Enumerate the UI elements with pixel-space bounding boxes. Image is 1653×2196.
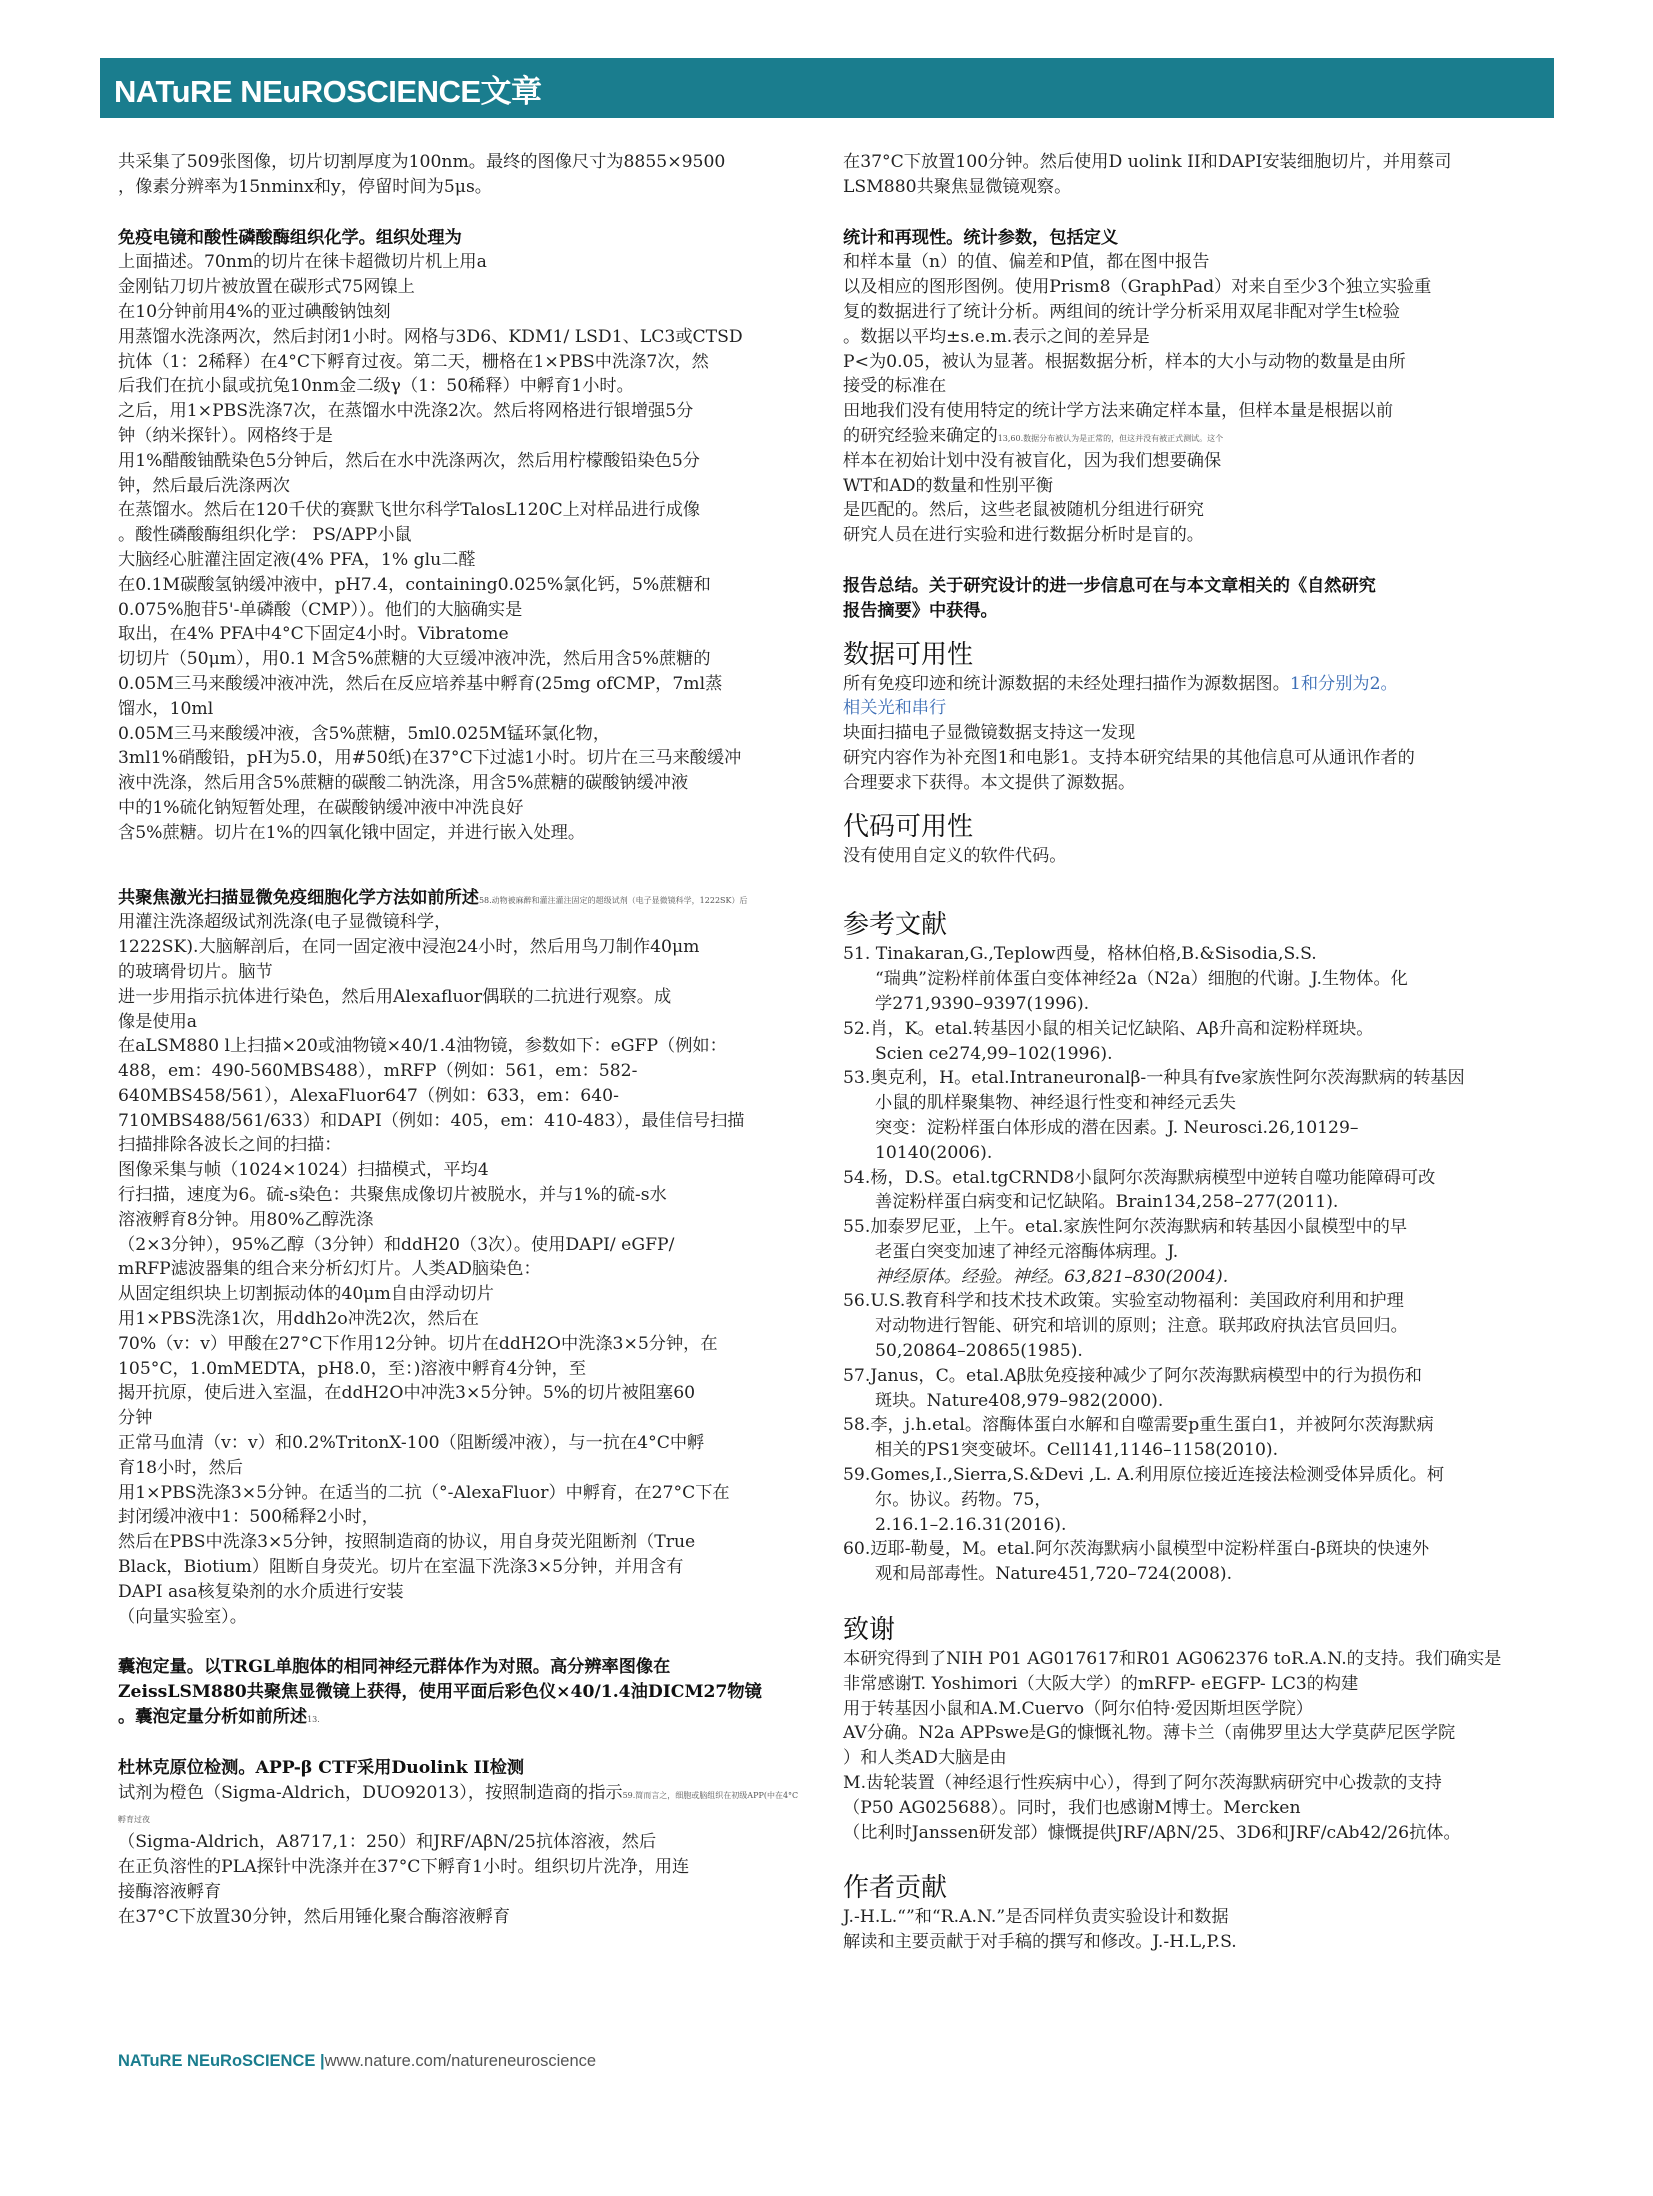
text-line: [118, 1133, 806, 1158]
text-line: [118, 498, 806, 523]
text-line-content: 从固定组织块上切割振动体的40μm自由浮动切片: [118, 1284, 494, 1305]
text-line-content: 液中洗涤，然后用含5%蔗糖的碳酸二钠洗涤，用含5%蔗糖的碳酸钠缓冲液: [118, 773, 689, 794]
text-line-content: LSM880共聚焦显微镜观察。: [843, 176, 1072, 197]
reference-continuation: 相关的PS1突变破坏。Cell141,1146–1158(2010).: [875, 1440, 1279, 1461]
reference-continuation: 10140(2006).: [875, 1142, 993, 1163]
text-line: 。囊泡定量分析如前所述: [118, 1707, 308, 1728]
text-line: [118, 1282, 806, 1307]
text-line-content: 大脑经心脏灌注固定液(4% PFA，1% glu二醛: [118, 549, 476, 570]
text-line-content: 块面扫描电子显微镜数据支持这一发现: [843, 723, 1136, 744]
text-line-content: 田地我们没有使用特定的统计学方法来确定样本量，但样本量是根据以前: [843, 401, 1394, 422]
text-line-content: 以及相应的图形图例。使用Prism8（GraphPad）对来自至少3个独立实验重: [843, 277, 1432, 298]
reference-journal-italic: 神经原体。经验。神经。63,821–830(2004).: [875, 1266, 1229, 1287]
text-line-content: 0.075%胞苷5'-单磷酸（CMP））。他们的大脑确实是: [118, 599, 523, 620]
text-line: [118, 722, 806, 747]
text-line: [843, 1771, 1535, 1796]
text-line-content: 合理要求下获得。本文提供了源数据。: [843, 772, 1136, 793]
text-line-content: 用于转基因小鼠和A.M.Cuervo（阿尔伯特·爱因斯坦医学院）: [843, 1698, 1314, 1719]
text-line: [843, 523, 1535, 548]
text-line-content: 710MBS488/561/633）和DAPI（例如：405，em：410-483），最佳信号扫描: [118, 1110, 745, 1131]
text-line-content: Black，Biotium）阻断自身荧光。切片在室温下洗涤3×5分钟，并用含有: [118, 1557, 684, 1578]
text-line: [843, 325, 1535, 350]
reporting-summary: [843, 574, 1535, 624]
section-heading: 数据可用性: [843, 639, 974, 670]
reference-first-line: 55.加泰罗尼亚，上午。etal.家族性阿尔茨海默病和转基因小鼠模型中的早: [843, 1217, 1408, 1238]
text-line: [843, 449, 1535, 474]
section-heading: 杜林克原位检测。APP-β CTF采用Duolink II检测: [118, 1757, 525, 1778]
text-line: [843, 150, 1535, 175]
text-line: [843, 1746, 1535, 1771]
text-line-content: 正常马血清（v：v）和0.2%TritonX-100（阻断缓冲液），与一抗在4°C中孵: [118, 1433, 705, 1454]
reference-item: [843, 1215, 1535, 1289]
text-line-content: J.-H.L.“”和“R.A.N.”是否同样负责实验设计和数据: [843, 1907, 1229, 1928]
inline-small-text: 13,60.数据分布被认为是正常的，但这并没有被正式测试。这个: [997, 433, 1224, 443]
text-line: [118, 771, 806, 796]
text-line: [843, 1930, 1535, 1955]
text-line-content: 0.05M三马来酸缓冲液冲洗，然后在反应培养基中孵育(25mg ofCMP，7ml蒸: [118, 673, 723, 694]
reference-continuation: 斑块。Nature408,979–982(2000).: [875, 1390, 1164, 1411]
reference-item: [843, 1463, 1535, 1537]
text-line: [843, 250, 1535, 275]
text-line: [118, 1109, 806, 1134]
text-line: [118, 598, 806, 623]
reference-first-line: 59.Gomes,I.,Sierra,S.&Devi ,L. A.利用原位接近连接法检测受体异质化。柯: [843, 1465, 1445, 1486]
code-availability-section: [843, 810, 1535, 869]
text-line: [843, 474, 1535, 499]
text-line: [843, 1721, 1535, 1746]
text-line-content: 在37°C下放置100分钟。然后使用D uolink II和DAPI安装细胞切片，并用蔡司: [843, 152, 1452, 172]
text-line-content: 解读和主要贡献于对手稿的撰写和修改。J.-H.L,P.S.: [843, 1932, 1237, 1953]
text-line: [118, 548, 806, 573]
text-line-content: 图像采集与帧（1024×1024）扫描模式，平均4: [118, 1160, 489, 1181]
text-line-content: 像是使用a: [118, 1011, 197, 1032]
text-line-content: 然后在PBS中洗涤3×5分钟，按照制造商的协议，用自身荧光阻断剂（True: [118, 1532, 696, 1553]
text-line: [118, 1084, 806, 1109]
reference-continuation: 对动物进行智能、研究和培训的原则；注意。联邦政府执法官员回归。: [875, 1316, 1408, 1337]
text-line: [118, 1431, 806, 1456]
text-line: [118, 300, 806, 325]
intro-paragraph: [118, 150, 806, 200]
text-line: [843, 721, 1535, 746]
reference-item: [843, 1537, 1535, 1587]
text-line: [118, 1580, 806, 1605]
reference-continuation: 观和局部毒性。Nature451,720–724(2008).: [875, 1564, 1233, 1585]
text-line-content: 含5%蔗糖。切片在1%的四氧化锇中固定，并进行嵌入处理。: [118, 822, 586, 843]
text-line: 试剂为橙色（Sigma-Aldrich，DUO92013），按照制造商的指示: [118, 1782, 623, 1803]
text-line-content: 在正负溶性的PLA探针中洗涤并在37°C下孵育1小时。组织切片洗净，用连: [118, 1857, 690, 1877]
text-line-content: 3ml1%硝酸铅，pH为5.0，用#50纸)在37°C下过滤1小时。切片在三马来酸缓冲: [118, 748, 742, 769]
text-line: [118, 1034, 806, 1059]
reference-item: [843, 1289, 1535, 1363]
text-line-content: 。数据以平均±s.e.m.表示之间的差异是: [843, 326, 1150, 347]
text-line: [118, 1233, 806, 1258]
text-line-content: 在aLSM880 l上扫描×20或油物镜×40/1.4油物镜，参数如下：eGFP（例如：: [118, 1036, 727, 1057]
text-line: [843, 1796, 1535, 1821]
data-availability-section: [843, 638, 1535, 796]
text-line: [118, 1332, 806, 1357]
text-line-content: AV分确。N2a APPswe是G的慷慨礼物。薄卡兰（南佛罗里达大学莫萨尼医学院: [843, 1723, 1456, 1744]
text-line-content: P<为0.05，被认为显著。根据数据分析，样本的大小与动物的数量是由所: [843, 351, 1406, 372]
text-line: [118, 1505, 806, 1530]
text-line-content: mRFP滤波器集的组合来分析幻灯片。人类AD脑染色：: [118, 1259, 541, 1280]
inline-small-text: 58.动物被麻醉和灌注灌注固定的超级试剂（电子显微镜科学，1222SK）后: [478, 895, 748, 905]
inline-small-text: 59.简而言之，细胞或脑组织在初级APP(中在4°C孵育过夜: [118, 1790, 799, 1825]
footer-url[interactable]: www.nature.com/natureneuroscience: [324, 2052, 597, 2070]
text-line-content: ）和人类AD大脑是由: [843, 1748, 1007, 1769]
text-line: 囊泡定量。以TRGL单胞体的相同神经元群体作为对照。高分辨率图像在: [118, 1657, 671, 1678]
text-line: [118, 1307, 806, 1332]
text-line-content: 金刚钻刀切片被放置在碳形式75网镍上: [118, 277, 415, 298]
text-line-content: 钟，然后最后洗涤两次: [118, 475, 290, 496]
text-line-content: 育18小时，然后: [118, 1457, 243, 1478]
text-line: [118, 910, 806, 935]
reference-first-line: 52.肖，K。etal.转基因小鼠的相关记忆缺陷、Aβ升高和淀粉样斑块。: [843, 1018, 1374, 1039]
text-line-content: 用1×PBS洗涤3×5分钟。在适当的二抗（°-AlexaFluor）中孵育，在27°C下在: [118, 1482, 730, 1503]
reference-first-line: 57.Janus，C。etal.Aβ肽免疫接种减少了阿尔茨海默病模型中的行为损伤和: [843, 1365, 1422, 1386]
text-line: [843, 1697, 1535, 1722]
text-line-content: （Sigma-Aldrich，A8717,1：250）和JRF/AβN/25抗体溶液，然后: [118, 1832, 657, 1853]
text-line-content: 样本在初始计划中没有被盲化，因为我们想要确保: [843, 450, 1222, 471]
text-line-content: （P50 AG025688）。同时，我们也感谢M博士。Mercken: [843, 1797, 1301, 1818]
text-line: [118, 350, 806, 375]
text-line: [843, 275, 1535, 300]
text-line-content: 用灌注洗涤超级试剂洗涤(电子显微镜科学，: [118, 912, 452, 933]
text-line: [843, 771, 1535, 796]
text-line: [843, 498, 1535, 523]
text-line: [118, 1481, 806, 1506]
section-heading: 免疫电镜和酸性磷酸酶组织化学。组织处理为: [118, 227, 462, 248]
text-line: [843, 1821, 1535, 1846]
text-line-content: 中的1%硫化钠短暂处理，在碳酸钠缓冲液中冲洗良好: [118, 797, 524, 818]
text-line: [118, 1905, 806, 1930]
text-line-content: 封闭缓冲液中1：500稀释2小时，: [118, 1507, 379, 1528]
text-line-content: WT和AD的数量和性别平衡: [843, 475, 1054, 496]
reference-first-line: 58.李，j.h.etal。溶酶体蛋白水解和自噬需要p重生蛋白1，并被阿尔茨海默病: [843, 1415, 1434, 1436]
text-line: [118, 1158, 806, 1183]
text-line-content: 是匹配的。然后，这些老鼠被随机分组进行研究: [843, 500, 1204, 521]
text-line: [843, 1905, 1535, 1930]
footer-journal-name: NATuRE NEuRoSCIENCE |: [118, 2052, 325, 2070]
text-line: [118, 1357, 806, 1382]
text-line: [843, 1672, 1535, 1697]
text-line-content: （向量实验室）。: [118, 1606, 247, 1627]
text-line: 报告摘要》中获得。: [843, 600, 998, 621]
text-line: ，像素分辨率为15nminx和y，停留时间为5μs。: [118, 176, 492, 197]
text-line-content: DAPI asa核复染剂的水介质进行安装: [118, 1581, 404, 1602]
text-line: [118, 796, 806, 821]
text-line-content: 用蒸馏水洗涤两次，然后封闭1小时。网格与3D6、KDM1/ LSD1、LC3或CTSD: [118, 326, 743, 347]
text-line-content: 扫描排除各波长之间的扫描：: [118, 1135, 342, 1156]
text-line-content: 非常感谢T. Yoshimori（大阪大学）的mRFP- eEGFP- LC3的构建: [843, 1673, 1359, 1694]
left-column: [118, 150, 806, 1929]
text-line: [118, 1381, 806, 1406]
text-line: [843, 374, 1535, 399]
reference-continuation: 2.16.1–2.16.31(2016).: [875, 1514, 1067, 1535]
text-line: [118, 1183, 806, 1208]
reference-item: [843, 1017, 1535, 1067]
page-footer: [118, 2052, 596, 2071]
journal-header-title: NATuRE NEuROSCIENCE文章: [114, 73, 542, 109]
text-line: [118, 1059, 806, 1084]
text-line: [118, 275, 806, 300]
reference-first-line: 60.迈耶-勒曼，M。etal.阿尔茨海默病小鼠模型中淀粉样蛋白-β斑块的快速外: [843, 1539, 1430, 1560]
text-line-content: 1222SK).大脑解剖后，在同一固定液中浸泡24小时，然后用鸟刀制作40μm: [118, 937, 700, 958]
text-line-content: 后我们在抗小鼠或抗兔10nm金二级γ（1：50稀释）中孵育1小时。: [118, 376, 634, 397]
text-line-content: 抗体（1：2稀释）在4°C下孵育过夜。第二天，栅格在1×PBS中洗涤7次，然: [118, 351, 709, 372]
reference-first-line: 54.杨，D.S。etal.tgCRND8小鼠阿尔茨海默病模型中逆转自噬功能障碍可改: [843, 1167, 1436, 1188]
text-line: [118, 672, 806, 697]
reference-continuation: 突变：淀粉样蛋白体形成的潜在因素。J. Neurosci.26,10129–: [875, 1117, 1359, 1138]
text-line: [118, 1855, 806, 1880]
reference-continuation: 50,20864–20865(1985).: [875, 1341, 1083, 1362]
text-line: [118, 960, 806, 985]
text-line: [118, 1530, 806, 1555]
text-line-content: 。酸性磷酸酶组织化学： PS/APP小鼠: [118, 525, 412, 546]
text-line: [118, 1456, 806, 1481]
text-line-content: 分钟: [118, 1408, 153, 1429]
section-heading: 代码可用性: [843, 811, 974, 842]
text-line-content: 揭开抗原，使后进入室温，在ddH2O中冲洗3×5分钟。5%的切片被阻塞60: [118, 1383, 696, 1404]
text-line: [843, 399, 1535, 424]
text-line: [843, 175, 1535, 200]
text-line-content: 488，em：490-560MBS488），mRFP（例如：561，em：582-: [118, 1061, 638, 1082]
text-line: [118, 573, 806, 598]
text-line-content: 本研究得到了NIH P01 AG017617和R01 AG062376 toR.A.N.的支持。我们确实是: [843, 1649, 1502, 1670]
text-line-content: 在0.1M碳酸氢钠缓冲液中，pH7.4，containing0.025%氯化钙，5%蔗糖和: [118, 574, 711, 595]
text-line: [843, 300, 1535, 325]
text-line: [118, 325, 806, 350]
text-line-content: 复的数据进行了统计分析。两组间的统计学分析采用双尾非配对学生t检验: [843, 301, 1400, 322]
text-line-content: 用1×PBS洗涤1次，用ddh2o冲洗2次，然后在: [118, 1309, 479, 1330]
text-line-content: 切切片（50μm），用0.1 M含5%蔗糖的大豆缓冲液冲洗，然后用含5%蔗糖的: [118, 649, 711, 670]
confocal-section: [118, 886, 806, 1630]
section-heading: 共聚焦激光扫描显微免疫细胞化学方法如前所述: [118, 887, 479, 908]
text-line: [118, 1208, 806, 1233]
text-line-content: 的玻璃骨切片。脑节: [118, 961, 273, 982]
text-line: ZeissLSM880共聚焦显微镜上获得，使用平面后彩色仪×40/1.4油DICM27物镜: [118, 1682, 762, 1703]
acknowledgements-section: [843, 1613, 1535, 1845]
figure-link[interactable]: 1和分别为2。: [1289, 673, 1398, 694]
text-line-content: 在蒸馏水。然后在120千伏的赛默飞世尔科学TalosL120C上对样品进行成像: [118, 500, 701, 521]
reference-item: [843, 1364, 1535, 1414]
text-line-content: M.齿轮装置（神经退行性疾病中心），得到了阿尔茨海默病研究中心拨款的支持: [843, 1773, 1442, 1794]
text-line-content: 的研究经验来确定的: [843, 425, 998, 446]
text-line: 报告总结。关于研究设计的进一步信息可在与本文章相关的《自然研究: [843, 575, 1376, 596]
reference-continuation: “瑞典”淀粉样前体蛋白变体神经2a（N2a）细胞的代谢。J.生物体。化: [875, 969, 1408, 990]
text-line-content: 溶液孵育8分钟。用80%乙醇洗涤: [118, 1209, 374, 1230]
text-line: [118, 1010, 806, 1035]
text-line-content: 在10分钟前用4%的亚过碘酸钠蚀刻: [118, 301, 391, 322]
text-line-content: 640MBS458/561），AlexaFluor647（例如：633，em：640-: [118, 1085, 619, 1106]
text-line-content: 在37°C下放置30分钟，然后用锤化聚合酶溶液孵育: [118, 1906, 511, 1927]
reference-continuation: 老蛋白突变加速了神经元溶酶体病理。J.: [875, 1241, 1179, 1262]
text-line-content: 105°C，1.0mMEDTA，pH8.0，至：)溶液中孵育4分钟，至: [118, 1358, 587, 1379]
text-line: [118, 1605, 806, 1630]
reference-item: [843, 1066, 1535, 1165]
text-line-content: 接受的标准在: [843, 376, 947, 397]
text-line-content: 之后，用1×PBS洗涤7次，在蒸馏水中洗涤2次。然后将网格进行银增强5分: [118, 401, 694, 422]
text-line: [118, 1555, 806, 1580]
text-line: [843, 1647, 1535, 1672]
author-contributions-section: [843, 1871, 1535, 1955]
text-line-content: 馏水，10ml: [118, 698, 214, 719]
text-line-content: 70%（v：v）甲酸在27°C下作用12分钟。切片在ddH2O中洗涤3×5分钟，在: [118, 1333, 718, 1354]
figure-link[interactable]: 相关光和串行: [843, 698, 947, 719]
reference-continuation: Scien ce274,99–102(1996).: [875, 1043, 1113, 1064]
text-line: [118, 474, 806, 499]
text-line: [118, 821, 806, 846]
text-line-content: 进一步用指示抗体进行染色，然后用Alexafluor偶联的二抗进行观察。成: [118, 986, 672, 1007]
text-line: [118, 1830, 806, 1855]
journal-header-bar: [100, 58, 1554, 118]
text-line: 没有使用自定义的软件代码。: [843, 845, 1067, 866]
text-line: [118, 1880, 806, 1905]
references-section: [843, 908, 1535, 1587]
section-heading: 参考文献: [843, 910, 948, 941]
reference-continuation: 小鼠的肌样聚集物、神经退行性变和神经元丢失: [875, 1093, 1236, 1114]
text-line-content: 0.05M三马来酸缓冲液，含5%蔗糖，5ml0.025M锰环氯化物，: [118, 723, 611, 744]
reference-continuation: 学271,9390–9397(1996).: [875, 993, 1090, 1014]
text-line-content: 接酶溶液孵育: [118, 1881, 222, 1902]
text-line-content: 钟（纳米探针）。网格终于是: [118, 425, 333, 446]
text-line-content: 研究人员在进行实验和进行数据分析时是盲的。: [843, 525, 1204, 546]
text-line-content: （2×3分钟），95%乙醇（3分钟）和ddH20（3次）。使用DAPI/ eGFP/: [118, 1234, 675, 1255]
vacuole-section: [118, 1655, 806, 1729]
reference-continuation: 尔。协议。药物。75，: [875, 1489, 1052, 1510]
reference-item: [843, 1166, 1535, 1216]
text-line: [843, 424, 1535, 449]
reference-item: [843, 942, 1535, 1016]
pla-section: [118, 1756, 806, 1930]
text-line: [118, 985, 806, 1010]
section-heading: 致谢: [843, 1615, 896, 1646]
reference-superscript: 13.: [307, 1715, 320, 1725]
text-line: 所有免疫印迹和统计源数据的未经处理扫描作为源数据图。: [843, 673, 1290, 694]
text-line: [118, 647, 806, 672]
text-line-content: 行扫描，速度为6。硫-s染色：共聚焦成像切片被脱水，并与1%的硫-s水: [118, 1185, 667, 1206]
section-heading: 统计和再现性。统计参数，包括定义: [843, 227, 1119, 248]
text-line: [118, 523, 806, 548]
text-line: 共采集了509张图像，切片切割厚度为100nm。最终的图像尺寸为8855×9500: [118, 152, 726, 172]
text-line: [118, 399, 806, 424]
text-line: [118, 1406, 806, 1431]
text-line-content: 用1%醋酸铀酰染色5分钟后，然后在水中洗涤两次，然后用柠檬酸铅染色5分: [118, 450, 700, 471]
right-column: [843, 150, 1535, 1955]
reference-first-line: 51. Tinakaran,G.,Teplow西曼，格林伯格,B.&Sisodia,S.S.: [843, 944, 1317, 965]
reference-continuation: 善淀粉样蛋白病变和记忆缺陷。Brain134,258–277(2011).: [875, 1192, 1339, 1213]
text-line-content: 取出，在4% PFA中4°C下固定4小时。Vibratome: [118, 624, 509, 645]
text-line-content: 研究内容作为补充图1和电影1。支持本研究结果的其他信息可从通讯作者的: [843, 747, 1415, 768]
statistics-section: [843, 226, 1535, 548]
text-line: [118, 935, 806, 960]
reference-first-line: 53.奥克利，H。etal.Intraneuronalβ-一种具有fve家族性阿尔茨海默病的转基因: [843, 1068, 1465, 1089]
text-line: [118, 1257, 806, 1282]
text-line: [118, 746, 806, 771]
text-line-content: 上面描述。70nm的切片在徕卡超微切片机上用a: [118, 252, 487, 273]
text-line: [118, 374, 806, 399]
text-line: [118, 424, 806, 449]
reference-item: [843, 1413, 1535, 1463]
text-line: [118, 449, 806, 474]
text-line: [843, 350, 1535, 375]
section-heading: 作者贡献: [843, 1873, 948, 1904]
immuno-em-section: [118, 226, 806, 846]
text-line-content: 和样本量（n）的值、偏差和P值，都在图中报告: [843, 252, 1210, 273]
text-line: [118, 250, 806, 275]
reference-first-line: 56.U.S.教育科学和技术技术政策。实验室动物福利：美国政府利用和护理: [843, 1291, 1404, 1312]
text-line: [843, 746, 1535, 771]
text-line: [118, 622, 806, 647]
text-line: [118, 697, 806, 722]
text-line-content: （比利时Janssen研发部）慷慨提供JRF/AβN/25、3D6和JRF/cAb42/26抗体。: [843, 1822, 1461, 1843]
